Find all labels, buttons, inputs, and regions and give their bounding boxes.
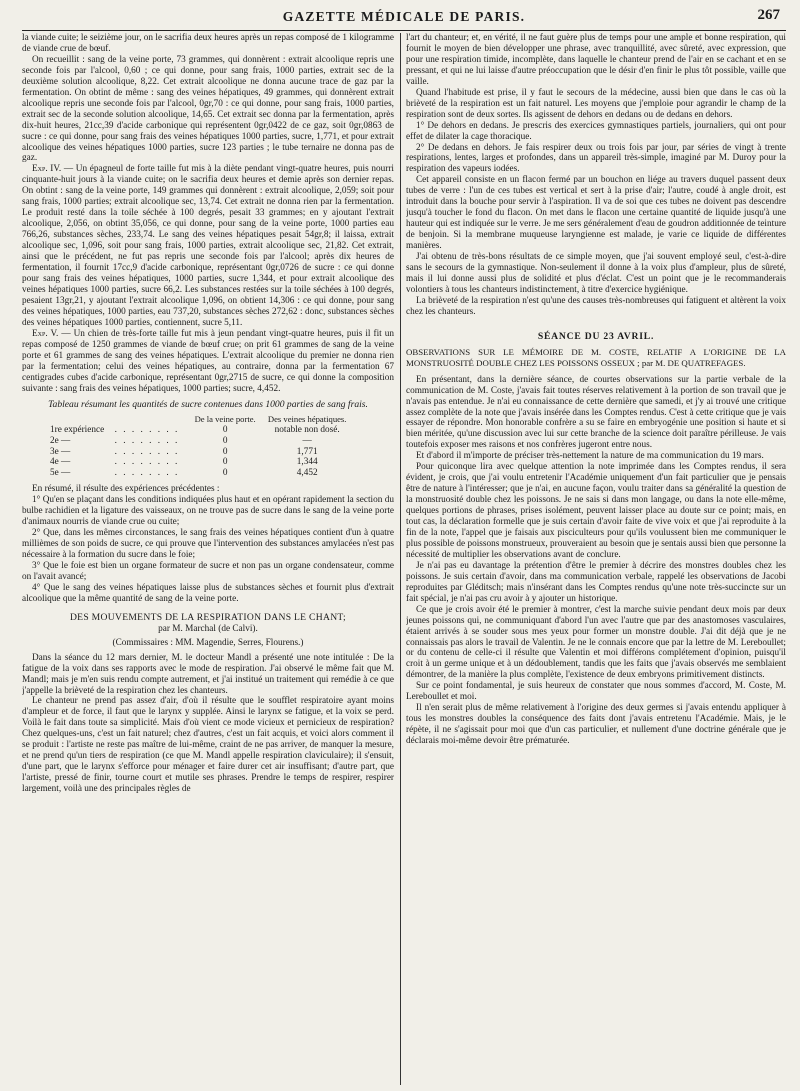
section-author: par M. Marchal (de Calvi). [158, 623, 258, 634]
conclusion-1: 1° Qu'en se plaçant dans les conditions indiquées plus haut et en opérant rapidement la section du bulbe rachidien et la ligature des vaisseaux, on ne trouve pas de sucre dans le sang de la veine porte d'animaux nourris de viande crue ou cuite; [22, 495, 394, 528]
conclusion-3: 3° Que le foie est bien un organe formateur de sucre et non pas un organe condensateur, comme on l'avait avancé; [22, 561, 394, 582]
paragraph: La brièveté de la respiration n'est qu'une des causes très-nombreuses qui fatiguent et altèrent la voix chez les chanteurs. [406, 295, 786, 317]
row-dots: . . . . . . . . [114, 457, 180, 468]
page-number: 267 [757, 7, 780, 23]
paragraph: J'ai obtenu de très-bons résultats de ce simple moyen, que j'ai souvent employé seul, c'est-à-dire sans le secours de la gymnastique. Non-seulement il donne à la voix plus d'ampleur, plus de sûreté, mais il lui donne aussi plus de solidité et plus d'éclat. C'est un point que je le recommanderais volontiers à tous les chanteurs indistinctement, à titre d'exercice hygiénique. [406, 252, 786, 295]
paragraph: Et d'abord il m'importe de préciser très-nettement la nature de ma communication du 19 mars. [416, 451, 764, 462]
conclusion-2: 2° Que, dans les mêmes circonstances, le sang frais des veines hépatiques contient d'un à quatre millièmes de son poids de sucre, ce qui prouve que l'intervention des substances amylacées n'est pas nécessaire à la formation du sucre dans le foie; [22, 528, 394, 561]
cell-hepat: 1,771 [296, 446, 318, 457]
experiment-4 [22, 164, 394, 328]
row-label: 4e — [50, 457, 71, 468]
row-label: 3e — [50, 446, 71, 457]
cell-porte: 0 [222, 446, 228, 457]
table-row [48, 425, 353, 436]
row-dots: . . . . . . . . [114, 446, 180, 457]
paragraph: Sur ce point fondamental, je suis heureux de constater que nous sommes d'accord, M. Coste, M. Lereboullet et moi. [406, 681, 786, 703]
row-dots: . . . . . . . . [114, 425, 180, 436]
row-dots: . . . . . . . . [114, 435, 180, 446]
session-heading: SÉANCE DU 23 AVRIL. [537, 330, 655, 342]
row-label: 5e — [50, 467, 71, 478]
paragraph: l'art du chanteur; et, en vérité, il ne faut guère plus de temps pour une ample et bonne respiration, qui fournit le moyen de bien développer une phrase, avec tranquillité, avec sûreté, avec expression, que pour une respiration timide, incomplète, dans laquelle le chanteur prend de l'air en se cachant et en se pressant, et qui ne lui laisse d'autre préoccupation que le désir d'en finir le plus tôt possible, vaille que vaille. [406, 33, 786, 87]
cell-porte: 0 [222, 425, 228, 436]
column-header-porte: De la veine porte. [194, 414, 256, 425]
paragraph: Le chanteur ne prend pas assez d'air, d'où il résulte que le soufflet respiratoire ayant moins d'ampleur et de force, il faut que le larynx y supplée. Ainsi le larynx se fatigue, et la voix se perd. Voilà le fait dans toute sa simplicité. Mais d'où vient ce mode vicieux et pernicieux de respiration? Chez quelques-uns, c'est un fait naturel; chez d'autres, c'est un fait acquis, et voici alors comment il se produit : l'artiste ne reste pas maître de lui-même, craint de ne pas arriver, de manquer la mesure, et ne prend qu'un tiers de respiration (ce que M. Mandl appelle respiration claviculaire); il s'ensuit, d'une part, que le larynx s'efforce pour ménager et faire durer cet air insuffisant; d'autre part, que l'artiste, pressé de finir, tourne court et mutile ses phrases. Prendre le temps de respirer, respirer largement, voilà une des principales règles de [22, 696, 394, 795]
table-row [48, 457, 353, 468]
paragraph: Pour quiconque lira avec quelque attention la note imprimée dans les Comptes rendus, il sera évident, je crois, que j'ai voulu entretenir l'Académie uniquement d'un fait particulier que je pensais être de nature à l'intéresser; que je n'ai, en aucune façon, voulu traiter dans sa généralité la question de la monstruosité double chez les poissons. Je ne sais si dans mon langage, ou dans la note elle-même, quelques portions de phrases, prises isolément, peuvent laisser place au doute sur ce point; mais, en tout cas, la déclaration formelle que je suis certain d'avoir faite de vive voix et que j'ai reproduite à la fin de la note, l'appel que je faisais aux pisciculteurs pour qu'ils voulussent bien me communiquer le plus possible de poissons monstrueux, prouveraient au besoin que je sentais aussi bien que personne la nécessité de multiplier les observations avant de conclure. [406, 462, 786, 560]
cell-porte: 0 [222, 457, 228, 468]
section-title: DES MOUVEMENTS DE LA RESPIRATION DANS LE CHANT; [69, 611, 347, 623]
paragraph: 1° De dehors en dedans. Je prescris des exercices gymnastiques partiels, journaliers, qui ont pour effet de dilater la cage thoracique. [406, 120, 786, 142]
masthead-title: GAZETTE MÉDICALE DE PARIS. [282, 9, 526, 24]
section-commissioners: (Commissaires : MM. Magendie, Serres, Flourens.) [112, 637, 304, 648]
cell-porte: 0 [222, 435, 228, 446]
experiment-label: Exp. IV. [32, 164, 62, 175]
experiment-text: — Un épagneul de forte taille fut mis à la diète pendant vingt-quatre heures, puis nourri cinquante-huit jours à la viande cuite; on le sacrifia deux heures et demie après son dernier repas. On obtint : sang de la veine porte, 149 grammes qui donnèrent : extrait alcoolique, 2,059; soit pour sang frais, 1000 parties; extrait alcoolique sec, 13,74. Cet extrait ne donna rien par la fermentation. Le produit resté dans la toile séchée à 100 degrés, pesait 33 grammes; en y ajoutant l'extrait alcoolique, 2,056, on obtint 35,056, ce qui donne, pour sang de la veine porte, 1000 parties eau 766,26, substances sèches, 233,74. Le sang des veines hépatiques pesait 54gr,8; il laissa, extrait alcoolique sec, 1,096, soit pour sang frais, 1000 parties, extrait alcoolique sec, 21,82. Cet extrait, ainsi que le précédent, ne fut pas repris une seconde fois par l'alcool; après dix heures de fermentation, il fournit 17cc,9 d'acide carbonique, représentant 0gr,0726 de sucre : ce qui donne pour sang frais des veines hépatiques, 1000 parties, sucre 1,344, et pour extrait alcoolique des veines hépatiques 1000 parties, sucre 66,2. Les substances restées sur la toile séchées à 100 degrés, pesaient 13gr,21, y ajoutant l'extrait alcoolique 1,096, on obtient 14,306 : ce qui donne, pour sang des veines hépatiques, 1000 parties, eau 737,20, substances sèches 272,62 : donc, substances sèches des veines hépatiques 1000 parties, contiennent, sucre 5,11. [22, 164, 394, 328]
sugar-table [48, 414, 353, 478]
experiment-label: Exp. V. [32, 328, 59, 339]
row-label: 1re expérience [50, 425, 105, 436]
cell-hepat: notable non dosé. [274, 425, 340, 436]
paragraph: En résumé, il résulte des expériences précédentes : [32, 484, 220, 495]
table-row [48, 468, 353, 479]
paragraph: Cet appareil consiste en un flacon fermé par un bouchon en liége au travers duquel passent deux tubes de verre : l'un de ces tubes est vertical et sert à la prise d'air; l'autre, coudé à angle droit, est introduit dans la bouche pour servir à l'aspiration. Il va de soi que ces tubes ne doivent pas descendre jusqu'à toucher le fond du flacon. On met dans le flacon une certaine quantité de liquide jusqu'à une hauteur qui est indiquée sur le verre. Je me sers généralement d'eau de goudron additionnée de teinture de benjoin. Si la membrane muqueuse laryngienne est malade, je varie ce liquide de différentes manières. [406, 175, 786, 252]
left-column [22, 33, 394, 1085]
table-row [48, 447, 353, 458]
page-header [22, 0, 786, 31]
row-label: 2e — [50, 435, 71, 446]
column-header-hepat: Des veines hépatiques. [267, 414, 347, 425]
cell-hepat: 1,344 [296, 457, 318, 468]
paragraph: 2° De dedans en dehors. Je fais respirer deux ou trois fois par jour, par séries de vingt à trente respirations, lentes, larges et profondes, dans un appareil très-simple, imaginé par M. Duroy pour la respiration des vapeurs iodées. [406, 142, 786, 175]
table-header [48, 414, 353, 425]
experiment-text: — Un chien de très-forte taille fut mis à jeun pendant vingt-quatre heures, puis il fit un repas composé de 1250 grammes de viande de bœuf crue; on prit 61 grammes de sang de la veine porte et 61 grammes de sang des veines hépatiques. L'extrait alcoolique du premier ne donna rien par la fermentation; celui des veines hépatiques, au contraire, donna par la fermentation 67 centigrades cubes d'acide carbonique, représentant 0gr,2715 de sucre, ce qui donne la composition suivante : sang frais des veines hépatiques, 1000 parties; sucre, 4,452. [22, 328, 394, 394]
cell-porte: 0 [222, 467, 228, 478]
paragraph: En présentant, dans la dernière séance, de courtes observations sur la partie verbale de la communication de M. Coste, j'avais fait toutes réserves relativement à la portion de son travail que je n'avais pas entendue. Je n'ai eu connaissance de cette dernière que samedi, et j'y ai trouvé une critique assez complète de la note que j'avais insérée dans les Comptes rendus. C'est à cette critique que je vais essayer de répondre. Mon honorable confrère a su se faire en embryogénie une position si haute et si bien méritée, qu'une discussion avec lui sur cette branche de la science doit paraître périlleuse. Je vais toutefois exposer mes raisons et nos confrères jugeront entre nous. [406, 374, 786, 451]
paragraph: Ce que je crois avoir été le premier à montrer, c'est la marche suivie pendant deux mois par deux jeunes poissons qui, ne communiquant d'abord l'un avec l'autre que par des anastomoses vasculaires, étaient arrivés à se souder sous mes yeux pour former un monstre double. J'ai dit déjà que je ne connaissais pas alors le travail de Valentin. Je ne le connais encore que par la lettre de M. Lereboullet; or du contenu de celle-ci il résulte que Valentin et moi différons complétement d'opinion, puisqu'il croit à un germe unique et à un dédoublement, tandis que les faits que j'avais observés me semblaient démontrer, de la manière la plus complète, l'existence de deux embryons primitivement distincts. [406, 604, 786, 681]
paragraph: On recueillit : sang de la veine porte, 73 grammes, qui donnèrent : extrait alcoolique repris une seconde fois par l'alcool, 0,60 ; ce qui donne, pour sang frais, 1000 parties, extrait sec de la deuxième solution alcoolique, 8,22. Cet extrait alcoolique ne donna aucune trace de gaz par la fermentation. On obtint de même : sang des veines hépatiques, 49 grammes, qui donnèrent extrait alcoolique repris une seconde fois par l'alcool, 0gr,70 : ce qui donne, pour sang frais, 1000 parties, extrait sec de la seconde solution alcoolique, 14,65. Cet extrait sec donna par la fermentation, après dix-huit heures, 21cc,39 d'acide carbonique qui représentent 0gr,0422 de ce gaz, soit 0gr,0863 de sucre : ce qui donne, pour sang frais des veines hépatiques 1000 parties, sucre, 1,771, et pour extrait alcoolique des veines hépatiques 1000 parties, sucre 123 parties ; le tube ternaire ne donna pas de gaz. [22, 54, 394, 164]
conclusion-4: 4° Que le sang des veines hépatiques laisse plus de substances sèches et fournit plus d'extrait alcoolique que la même quantité de sang de la veine porte. [22, 582, 394, 604]
paragraph: Dans la séance du 12 mars dernier, M. le docteur Mandl a présenté une note intitulée : De la fatigue de la voix dans ses rapports avec le mode de respiration. J'ai observé le même fait que M. Mandl; mais je m'en suis rendu compte autrement, et j'ai institué un traitement qui remédie à ce que j'appelle la brièveté de la respiration chez les chanteurs. [22, 652, 394, 696]
cell-hepat: 4,452 [296, 467, 318, 478]
paragraph: la viande cuite; le seizième jour, on le sacrifia deux heures après un repas composé de 1 kilogramme de viande crue de bœuf. [22, 33, 394, 54]
table-row [48, 436, 353, 447]
cell-hepat: — [302, 435, 312, 446]
table-caption: Tableau résumant les quantités de sucre contenues dans 1000 parties de sang frais. [48, 399, 368, 411]
row-dots: . . . . . . . . [114, 467, 180, 478]
right-column [406, 33, 786, 1085]
paragraph: Il n'en serait plus de même relativement à l'origine des deux germes si j'avais entendu appliquer à tous les monstres doubles la conséquence des faits dont j'avais entretenu l'Académie. Mais, je le répète, il ne s'agissait pour moi que d'un cas particulier, et nullement d'une doctrine générale que je déclarais moi-même devoir être prématurée. [406, 703, 786, 747]
experiment-5 [22, 329, 394, 395]
paragraph: Quand l'habitude est prise, il y faut le secours de la médecine, aussi bien que dans le cas où la brièveté de la respiration est un fait naturel. Les moyens que j'emploie pour agrandir le champ de la respiration sont de deux sortes. Ils agissent de dehors en dedans ou de dedans en dehors. [406, 87, 786, 120]
article-title: OBSERVATIONS SUR LE MÉMOIRE DE M. COSTE, RELATIF A L'ORIGINE DE LA MONSTRUOSITÉ DOUBLE CHEZ LES POISSONS OSSEUX ; par M. DE QUATREFAGES. [406, 346, 786, 368]
paragraph: Je n'ai pas eu davantage la prétention d'être le premier à décrire des monstres doubles chez les poissons. Je suis certain d'avoir, dans ma communication verbale, rappelé les observations de Jacobi reproduites par Gléditsch; mais n'insérant dans les Comptes rendus qu'une note très-succincte sur un fait spécial, je n'ai pas cru avoir à y ajouter un historique. [406, 560, 786, 604]
columns [22, 33, 786, 1085]
